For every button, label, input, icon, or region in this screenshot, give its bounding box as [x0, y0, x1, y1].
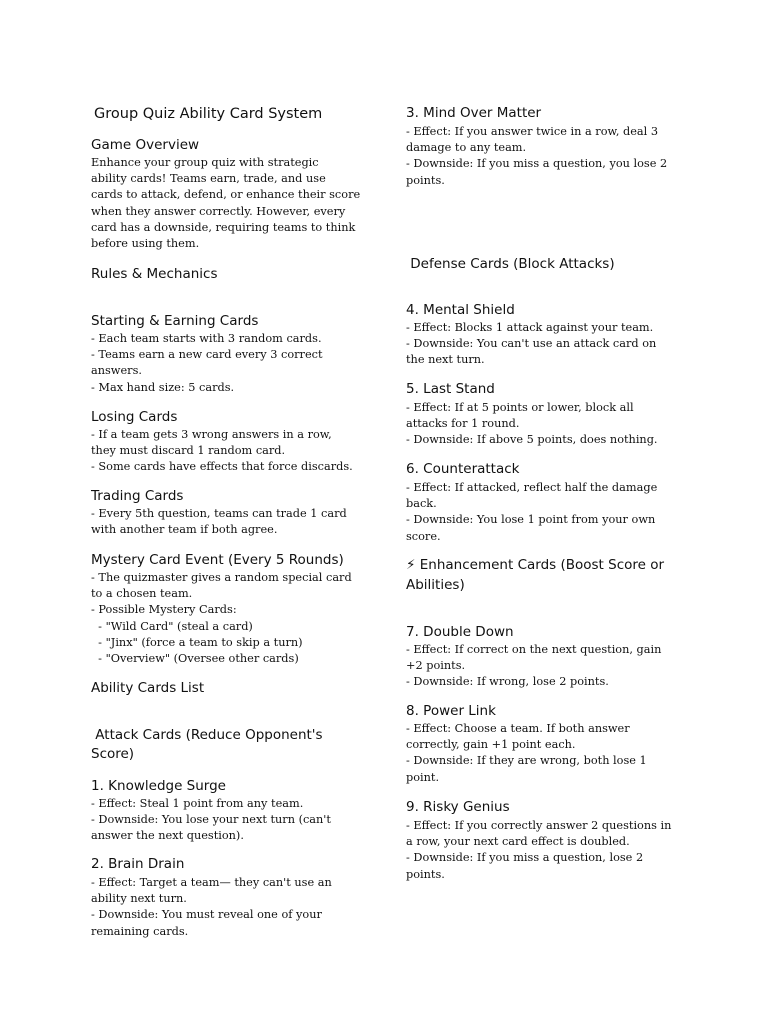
- text-line: - Downside: If they are wrong, both lose 1: [406, 754, 647, 768]
- text-line: - Effect: Choose a team. If both answer: [406, 722, 630, 735]
- card-heading-mental-shield: 4. Mental Shield: [406, 302, 515, 318]
- text-line: - "Jinx" (force a team to skip a turn): [91, 635, 303, 649]
- text-line: a row, your next card effect is doubled.: [406, 835, 630, 849]
- text-line: points.: [406, 867, 445, 881]
- text-line: - "Wild Card" (steal a card): [91, 619, 253, 633]
- document-title: Group Quiz Ability Card System: [94, 106, 323, 122]
- text-line: when they answer correctly. However, every: [91, 204, 346, 218]
- card-heading-mind-over-matter: 3. Mind Over Matter: [406, 105, 542, 121]
- card-heading-counterattack: 6. Counterattack: [406, 461, 520, 477]
- text-line: with another team if both agree.: [91, 523, 278, 537]
- paragraph-knowledge-surge: [91, 796, 331, 845]
- text-line: - Effect: Target a team— they can't use an: [91, 876, 332, 889]
- text-line: - The quizmaster gives a random special card: [91, 571, 352, 584]
- text-line: - Each team starts with 3 random cards.: [91, 332, 322, 345]
- paragraph-mystery-card-event: [91, 570, 352, 667]
- paragraph-counterattack: [406, 480, 657, 545]
- text-line: - Some cards have effects that force discards.: [91, 460, 353, 474]
- text-line: before using them.: [91, 237, 200, 251]
- text-line: - Downside: You lose your next turn (can't: [91, 813, 331, 827]
- section-heading-game-overview: Game Overview: [91, 137, 200, 153]
- text-line: - Effect: If attacked, reflect half the damage: [406, 481, 658, 494]
- text-line: to a chosen team.: [91, 587, 193, 601]
- paragraph-game-overview: [91, 155, 360, 252]
- text-line: +2 points.: [406, 659, 466, 673]
- paragraph-losing-cards: [91, 427, 353, 476]
- paragraph-last-stand: [406, 400, 658, 449]
- text-line: attacks for 1 round.: [406, 417, 520, 431]
- text-line: - Effect: If at 5 points or lower, block all: [406, 401, 634, 414]
- text-line: points.: [406, 173, 445, 187]
- subheading-starting-earning-cards: Starting & Earning Cards: [91, 313, 259, 329]
- subheading-mystery-card-event: Mystery Card Event (Every 5 Rounds): [91, 552, 344, 568]
- text-line: card has a downside, requiring teams to think: [91, 220, 356, 234]
- text-line: - "Overview" (Oversee other cards): [91, 652, 299, 666]
- text-line: Enhance your group quiz with strategic: [91, 156, 319, 169]
- text-line: - Every 5th question, teams can trade 1 card: [91, 507, 347, 520]
- text-line: cards to attack, defend, or enhance their score: [91, 188, 361, 202]
- card-heading-last-stand: 5. Last Stand: [406, 381, 495, 397]
- section-heading-defense-cards: Defense Cards (Block Attacks): [406, 256, 615, 272]
- paragraph-risky-genius: [406, 818, 671, 883]
- text-line: - Downside: You lose 1 point from your own: [406, 513, 656, 527]
- text-line: - Downside: If you miss a question, lose 2: [406, 851, 644, 865]
- text-line: - Downside: If above 5 points, does nothing.: [406, 433, 658, 447]
- text-line: correctly, gain +1 point each.: [406, 738, 576, 752]
- text-line: answer the next question).: [91, 829, 244, 843]
- paragraph-starting-earning-cards: [91, 331, 323, 396]
- text-line: - Effect: Blocks 1 attack against your team.: [406, 321, 654, 334]
- text-line: score.: [406, 529, 441, 543]
- card-heading-brain-drain: 2. Brain Drain: [91, 856, 185, 872]
- paragraph-double-down: [406, 642, 661, 691]
- card-heading-double-down: 7. Double Down: [406, 624, 514, 640]
- section-heading-rules-mechanics: Rules & Mechanics: [91, 266, 218, 282]
- section-heading-attack-cards-cont: Score): [91, 746, 135, 762]
- paragraph-power-link: [406, 721, 647, 786]
- subheading-trading-cards: Trading Cards: [91, 488, 184, 504]
- paragraph-trading-cards: [91, 506, 347, 538]
- subheading-losing-cards: Losing Cards: [91, 409, 178, 425]
- text-line: - Downside: If you miss a question, you lose 2: [406, 157, 668, 171]
- text-line: they must discard 1 random card.: [91, 444, 286, 458]
- text-line: ability next turn.: [91, 892, 187, 906]
- section-heading-ability-cards-list: Ability Cards List: [91, 680, 205, 696]
- text-line: damage to any team.: [406, 141, 527, 155]
- section-heading-attack-cards: Attack Cards (Reduce Opponent's: [91, 727, 323, 743]
- text-line: ability cards! Teams earn, trade, and use: [91, 172, 326, 186]
- text-line: - Downside: If wrong, lose 2 points.: [406, 675, 609, 689]
- text-line: - If a team gets 3 wrong answers in a row,: [91, 428, 332, 441]
- text-line: - Downside: You can't use an attack card on: [406, 337, 657, 351]
- text-line: - Effect: If you answer twice in a row, deal 3: [406, 125, 659, 138]
- text-line: - Downside: You must reveal one of your: [91, 908, 322, 922]
- text-line: - Effect: Steal 1 point from any team.: [91, 797, 304, 810]
- text-line: - Teams earn a new card every 3 correct: [91, 348, 323, 362]
- section-heading-enhancement-cards-cont: Abilities): [406, 577, 465, 593]
- card-heading-risky-genius: 9. Risky Genius: [406, 799, 510, 815]
- text-line: the next turn.: [406, 353, 485, 367]
- paragraph-mind-over-matter: [406, 124, 667, 189]
- text-line: answers.: [91, 364, 142, 378]
- card-heading-power-link: 8. Power Link: [406, 703, 496, 719]
- section-heading-enhancement-cards: ⚡ Enhancement Cards (Boost Score or: [406, 557, 665, 573]
- text-line: back.: [406, 497, 437, 511]
- text-line: point.: [406, 770, 440, 784]
- text-line: - Effect: If you correctly answer 2 questions in: [406, 819, 672, 832]
- text-line: - Max hand size: 5 cards.: [91, 380, 235, 394]
- paragraph-mental-shield: [406, 320, 656, 369]
- text-line: remaining cards.: [91, 924, 189, 938]
- text-line: - Effect: If correct on the next question, gain: [406, 643, 662, 656]
- paragraph-brain-drain: [91, 875, 332, 940]
- text-line: - Possible Mystery Cards:: [91, 603, 237, 617]
- card-heading-knowledge-surge: 1. Knowledge Surge: [91, 778, 226, 794]
